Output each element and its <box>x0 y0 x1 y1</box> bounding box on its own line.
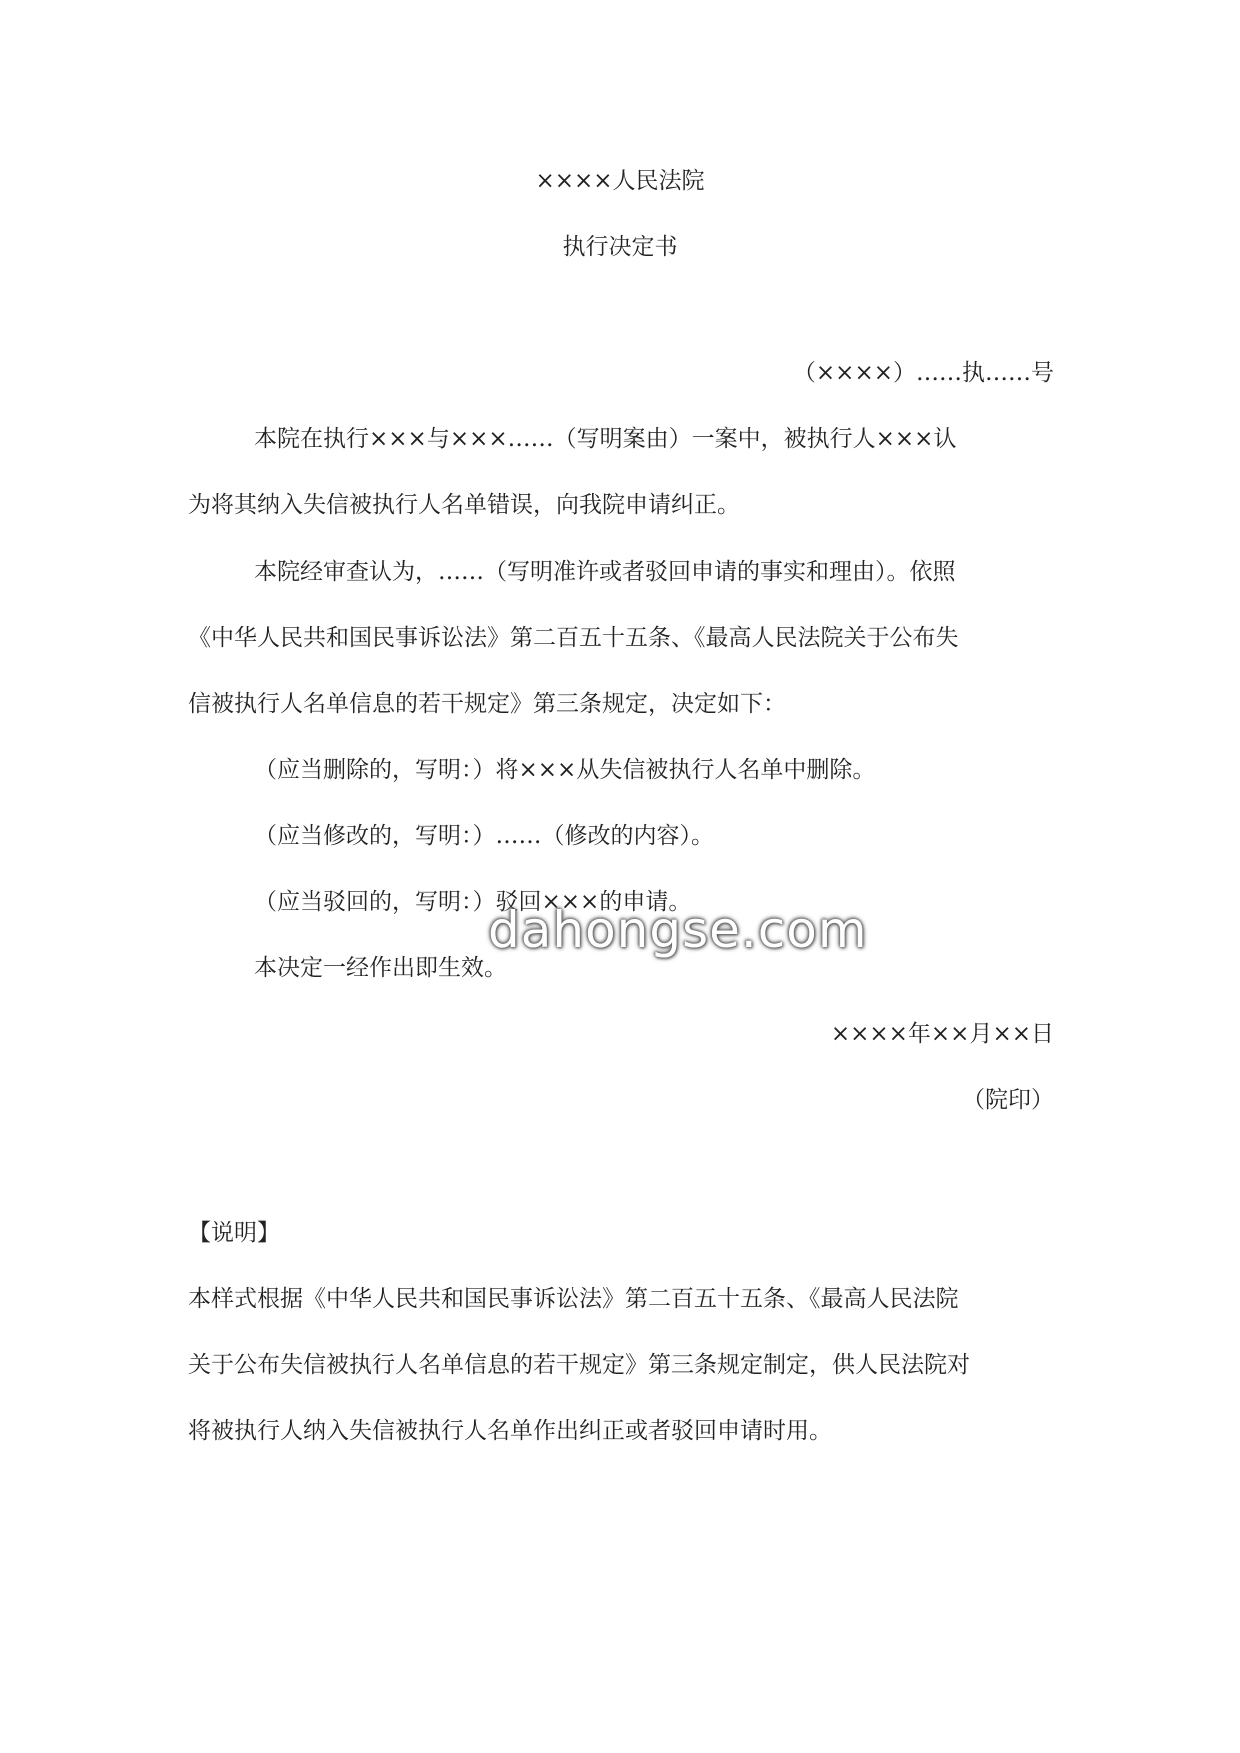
document-date: ××××年××月××日 <box>830 1021 1054 1047</box>
body-line: 本决定一经作出即生效。 <box>254 955 507 981</box>
notes-line: 将被执行人纳入失信被执行人名单作出纠正或者驳回申请时用。 <box>188 1418 832 1444</box>
body-line: 为将其纳入失信被执行人名单错误，向我院申请纠正。 <box>188 492 740 518</box>
body-line: 本院在执行×××与×××……（写明案由）一案中，被执行人×××认 <box>254 426 957 452</box>
body-line: 信被执行人名单信息的若干规定》第三条规定，决定如下： <box>188 691 786 717</box>
notes-line: 关于公布失信被执行人名单信息的若干规定》第三条规定制定，供人民法院对 <box>188 1352 970 1378</box>
body-line: 《中华人民共和国民事诉讼法》第二百五十五条、《最高人民法院关于公布失 <box>188 625 959 651</box>
court-seal: （院印） <box>962 1087 1054 1113</box>
notes-heading: 【说明】 <box>188 1220 280 1246</box>
notes-line: 本样式根据《中华人民共和国民事诉讼法》第二百五十五条、《最高人民法院 <box>188 1286 959 1312</box>
case-number: （××××）……执……号 <box>792 360 1054 386</box>
court-name: ××××人民法院 <box>535 168 705 194</box>
document-title: 执行决定书 <box>562 234 678 260</box>
decision-item: （应当删除的，写明：）将×××从失信被执行人名单中删除。 <box>254 757 876 783</box>
decision-item: （应当修改的，写明：）……（修改的内容）。 <box>254 823 714 849</box>
decision-item: （应当驳回的，写明：）驳回×××的申请。 <box>254 889 692 915</box>
watermark-text: dahongse.com <box>488 901 868 959</box>
body-line: 本院经审查认为，……（写明准许或者驳回申请的事实和理由）。依照 <box>254 559 956 585</box>
